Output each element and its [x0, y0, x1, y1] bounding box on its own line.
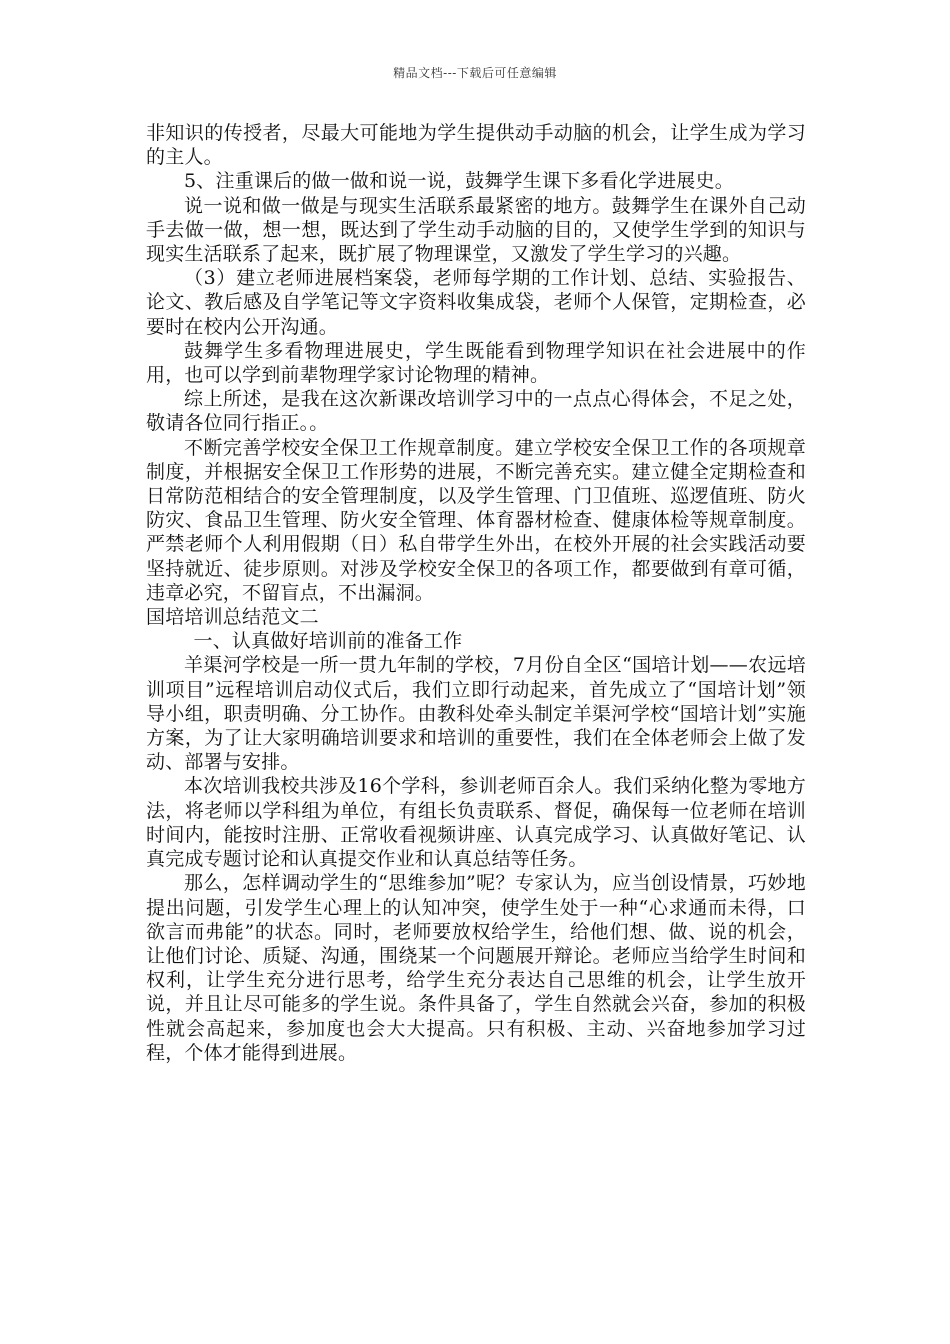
- paragraph: 非知识的传授者，尽最大可能地为学生提供动手动脑的机会，让学生成为学习的主人。: [146, 122, 806, 169]
- paragraph: 5、注重课后的做一做和说一说，鼓舞学生课下多看化学进展史。: [184, 170, 734, 193]
- document-body: [146, 121, 806, 1065]
- paragraph: 那么，怎样调动学生的“思维参加”呢？专家认为，应当创设情景，巧妙地提出问题，引发学生心理上的认知冲突，使学生处于一种“心求通而未得，口欲言而弗能”的状态。同时，老师要放权给学生，给他们想、做、说的机会，让他们讨论、质疑、沟通，围绕某一个问题展开辩论。老师应当给学生时间和权利，让学生充分进行思考，给学生充分表达自己思维的机会，让学生放开说，并且让尽可能多的学生说。条件具备了，学生自然就会兴奋，参加的积极性就会高起来，参加度也会大大提高。只有积极、主动、兴奋地参加学习过程，个体才能得到进展。: [146, 872, 806, 1064]
- paragraph: 鼓舞学生多看物理进展史，学生既能看到物理学知识在社会进展中的作用，也可以学到前辈物理学家讨论物理的精神。: [146, 339, 806, 387]
- page-header: 精品文档---下载后可任意编辑: [393, 66, 557, 80]
- paragraph: （3）建立老师进展档案袋，老师每学期的工作计划、总结、实验报告、论文、教后感及自学笔记等文字资料收集成袋，老师个人保管，定期检查，必要时在校内公开沟通。: [146, 267, 806, 338]
- paragraph: 不断完善学校安全保卫工作规章制度。建立学校安全保卫工作的各项规章制度，并根据安全保卫工作形势的进展，不断完善充实。建立健全定期检查和日常防范相结合的安全管理制度，以及学生管理、门卫值班、巡逻值班、防火防灾、食品卫生管理、防火安全管理、体育器材检查、健康体检等规章制度。严禁老师个人利用假期（日）私自带学生外出，在校外开展的社会实践活动要坚持就近、徒步原则。对涉及学校安全保卫的各项工作，都要做到有章可循，违章必究，不留盲点，不出漏洞。: [146, 436, 806, 604]
- section-heading: 一、认真做好培训前的准备工作: [193, 630, 463, 653]
- section-title: 国培培训总结范文二: [146, 606, 319, 629]
- paragraph: 本次培训我校共涉及16个学科，参训老师百余人。我们采纳化整为零地方法，将老师以学科组为单位，有组长负责联系、督促，确保每一位老师在培训时间内，能按时注册、正常收看视频讲座、认真完成学习、认真做好笔记、认真完成专题讨论和认真提交作业和认真总结等任务。: [146, 775, 806, 871]
- paragraph: 综上所述，是我在这次新课改培训学习中的一点点心得体会，不足之处，敬请各位同行指正。。: [146, 388, 806, 435]
- paragraph: 说一说和做一做是与现实生活联系最紧密的地方。鼓舞学生在课外自己动手去做一做，想一想，既达到了学生动手动脑的目的，又使学生学到的知识与现实生活联系了起来，既扩展了物理课堂，又激发了学生学习的兴趣。: [146, 194, 806, 266]
- paragraph: 羊渠河学校是一所一贯九年制的学校，7月份自全区“国培计划——农远培训项目”远程培训启动仪式后，我们立即行动起来，首先成立了“国培计划”领导小组，职责明确、分工协作。由教科处牵头制定羊渠河学校“国培计划”实施方案，为了让大家明确培训要求和培训的重要性，我们在全体老师会上做了发动、部署与安排。: [146, 654, 806, 774]
